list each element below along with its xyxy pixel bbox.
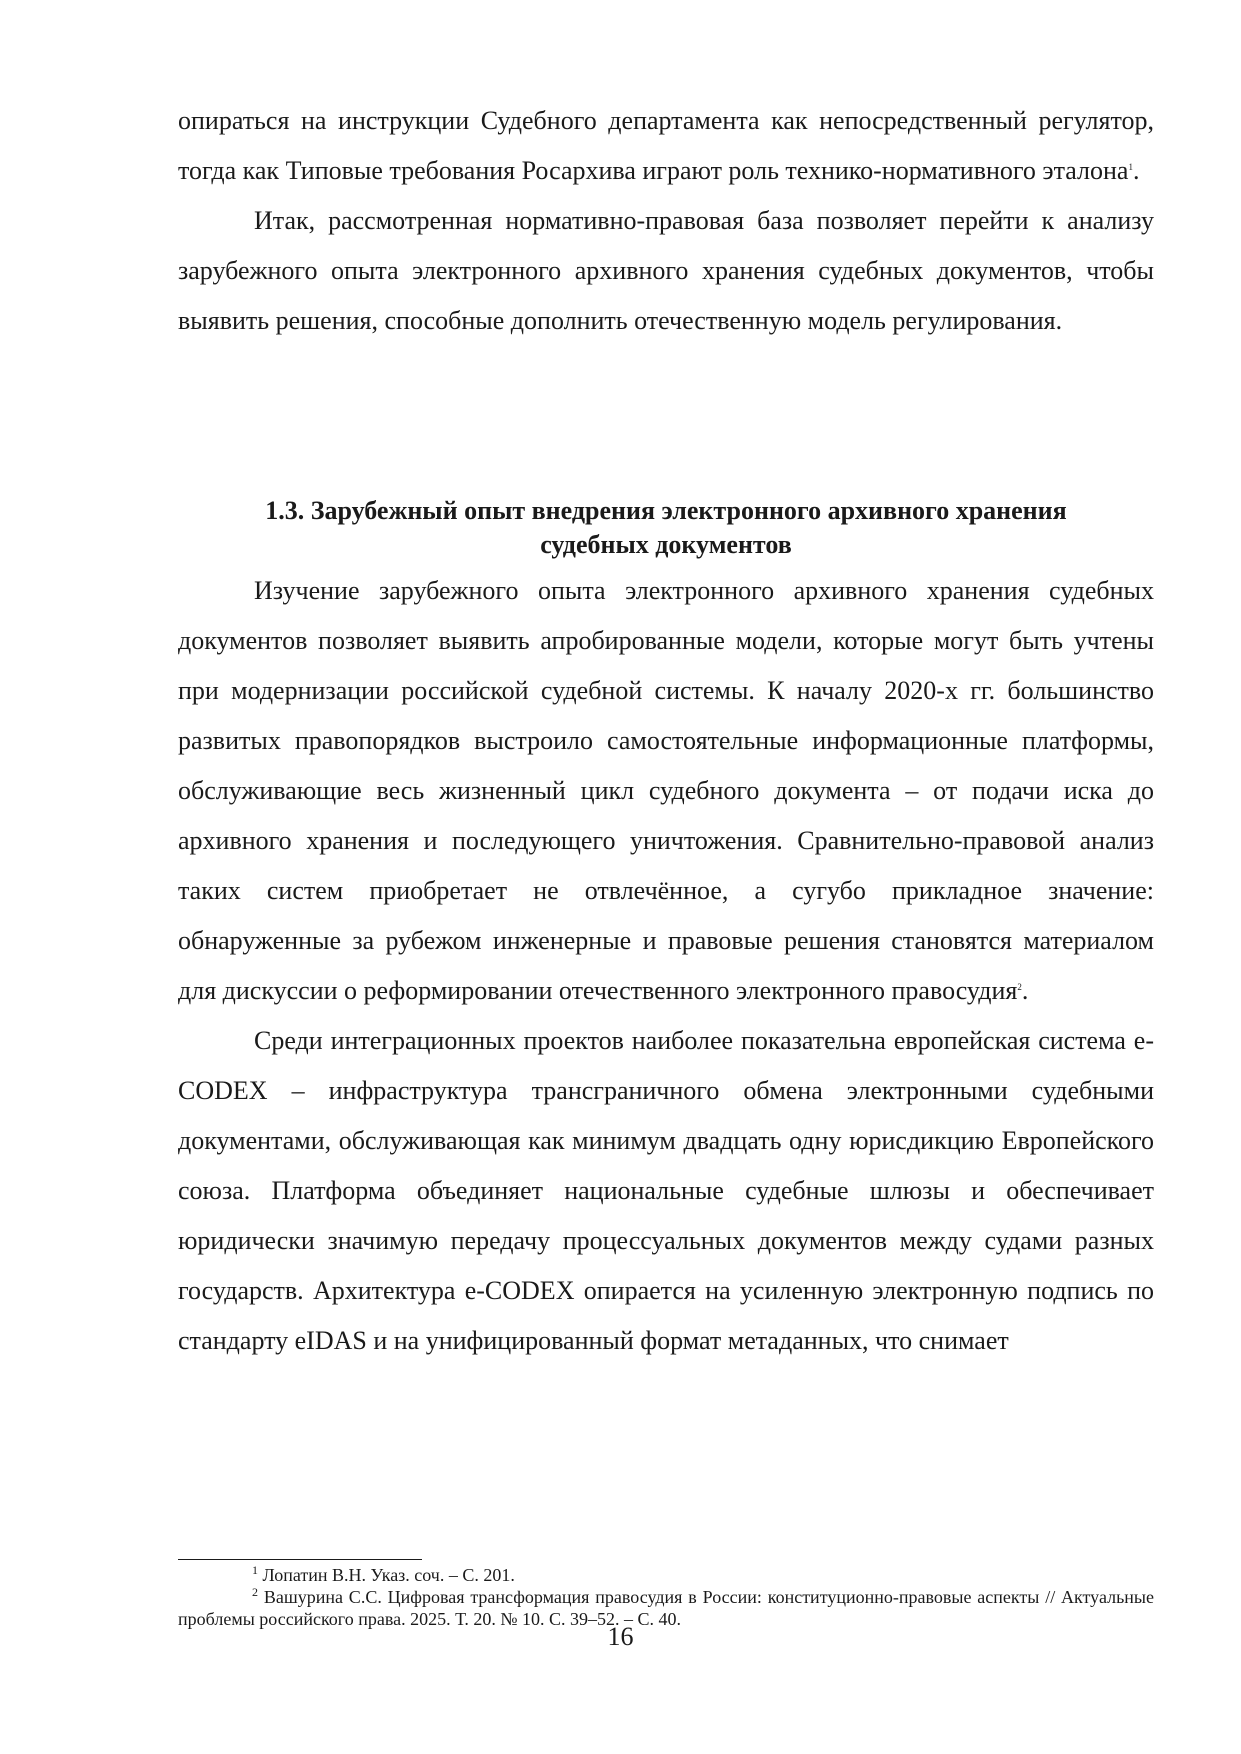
top-text-block [178,96,1154,346]
paragraph-foreign-experience [178,566,1154,1016]
paragraph-tail: . [1132,156,1140,185]
footnote-1 [178,1564,1154,1586]
section-heading-line2: судебных документов [540,530,792,559]
footnote-text: Лопатин В.Н. Указ. соч. – С. 201. [258,1565,515,1585]
footnotes-block [178,1564,1154,1630]
body-text-block [178,566,1154,1366]
paragraph-tail: . [1021,976,1029,1005]
section-heading [178,494,1154,562]
paragraph-ecodex: Среди интеграционных проектов наиболее показательна европейская система e-CODEX – инфраструктура трансграничного обмена электронными судебными документами, обслуживающая как минимум двадцать одну юрисдикцию Европейского союза. Платформа объединяет национальные судебные шлюзы и обеспечивает юридически значимую передачу процессуальных документов между судами разных государств. Архитектура e-CODEX опирается на усиленную электронную подпись по стандарту eIDAS и на унифицированный формат метаданных, что снимает [178,1026,1154,1355]
paragraph-text: Изучение зарубежного опыта электронного архивного хранения судебных документов позволяет выявить апробированные модели, которые могут быть учтены при модернизации российской судебной системы. К началу 2020-х гг. большинство развитых правопорядков выстроило самостоятельные информационные платформы, обслуживающие весь жизненный цикл судебного документа – от подачи иска до архивного хранения и последующего уничтожения. Сравнительно-правовой анализ таких систем приобретает не отвлечённое, а сугубо прикладное значение: обнаруженные за рубежом инженерные и правовые решения становятся материалом для дискуссии о реформировании отечественного электронного правосудия [178,576,1154,1005]
footnote-separator [178,1559,422,1560]
footnote-mark: 2 [252,1585,258,1599]
footnote-reference[interactable]: 2 [1017,982,1022,992]
paragraph-summary: Итак, рассмотренная нормативно-правовая база позволяет перейти к анализу зарубежного опыта электронного архивного хранения судебных документов, чтобы выявить решения, способные дополнить отечественную модель регулирования. [178,206,1154,335]
section-heading-line1: 1.3. Зарубежный опыт внедрения электронного архивного хранения [265,496,1067,525]
footnote-text: Вашурина С.С. Цифровая трансформация правосудия в России: конституционно-правовые аспекты // Актуальные проблемы российского права. 2025. Т. 20. № 10. С. 39–52. – С. 40. [178,1587,1154,1629]
footnote-reference[interactable]: 1 [1128,162,1133,172]
page-number: 16 [607,1622,634,1651]
paragraph-continuation [178,96,1154,196]
paragraph-text: опираться на инструкции Судебного департамента как непосредственный регулятор, тогда как Типовые требования Росархива играют роль технико-нормативного эталона [178,106,1154,185]
footnote-mark: 1 [252,1563,258,1577]
